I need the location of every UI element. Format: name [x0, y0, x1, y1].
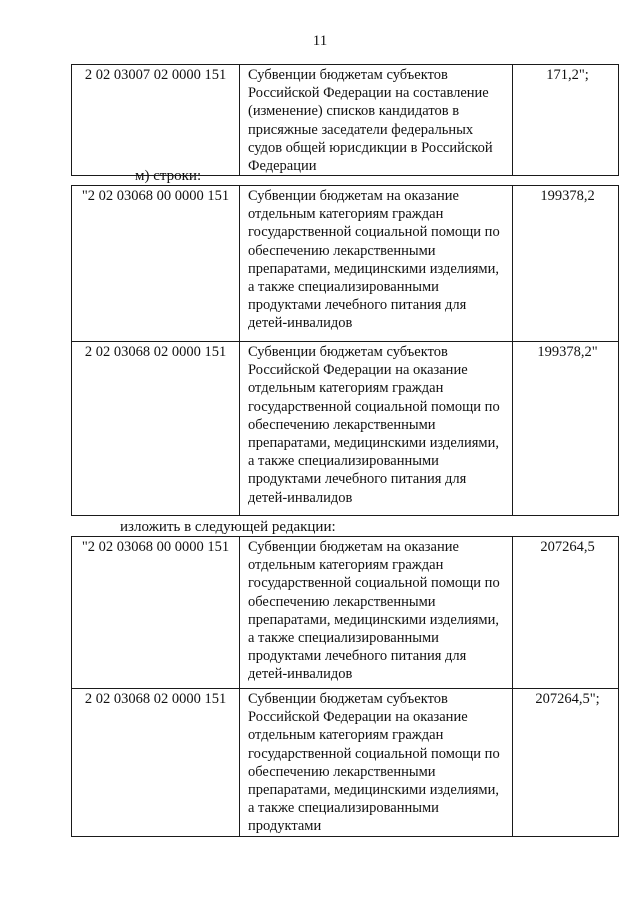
description-cell: Субвенции бюджетам субъектов Российской Федерации на составление (изменение) списков кандидатов в присяжные заседатели федеральных судов общей юрисдикции в Российской Федерации — [240, 65, 513, 176]
amount-cell: 207264,5"; — [513, 689, 619, 837]
description-cell: Субвенции бюджетам на оказание отдельным категориям граждан государственной социальной помощи по обеспечению лекарственными препаратами, медицинскими изделиями, а также специализированными продуктами лечебного питания для детей-инвалидов — [240, 537, 513, 689]
table-row — [72, 689, 619, 837]
table-row — [72, 186, 619, 342]
budget-table-new-rows — [71, 536, 619, 837]
budget-table-old-rows — [71, 185, 619, 516]
description-cell: Субвенции бюджетам субъектов Российской Федерации на оказание отдельным категориям граждан государственной социальной помощи по обеспечению лекарственными препаратами, медицинскими изделиями, а также специализированными продуктами лечебного питания для детей-инвалидов — [240, 342, 513, 516]
amount-cell: 199378,2" — [513, 342, 619, 516]
budget-code-cell: "2 02 03068 00 0000 151 — [72, 537, 240, 689]
section-label-new-edition: изложить в следующей редакции: — [120, 519, 336, 535]
description-cell: Субвенции бюджетам на оказание отдельным категориям граждан государственной социальной помощи по обеспечению лекарственными препаратами, медицинскими изделиями, а также специализированными продуктами лечебного питания для детей-инвалидов — [240, 186, 513, 342]
description-cell: Субвенции бюджетам субъектов Российской Федерации на оказание отдельным категориям граждан государственной социальной помощи по обеспечению лекарственными препаратами, медицинскими изделиями, а также специализированными продуктами — [240, 689, 513, 837]
table-row — [72, 537, 619, 689]
budget-code-cell: 2 02 03007 02 0000 151 — [72, 65, 240, 176]
budget-code-cell: 2 02 03068 02 0000 151 — [72, 689, 240, 837]
table-row — [72, 65, 619, 176]
amount-cell: 199378,2 — [513, 186, 619, 342]
budget-code-cell: "2 02 03068 00 0000 151 — [72, 186, 240, 342]
budget-code-cell: 2 02 03068 02 0000 151 — [72, 342, 240, 516]
budget-table-previous-item — [71, 64, 619, 176]
page-number: 11 — [312, 33, 328, 49]
amount-cell: 207264,5 — [513, 537, 619, 689]
table-row — [72, 342, 619, 516]
amount-cell: 171,2"; — [513, 65, 619, 176]
section-label-m: м) строки: — [135, 168, 202, 184]
